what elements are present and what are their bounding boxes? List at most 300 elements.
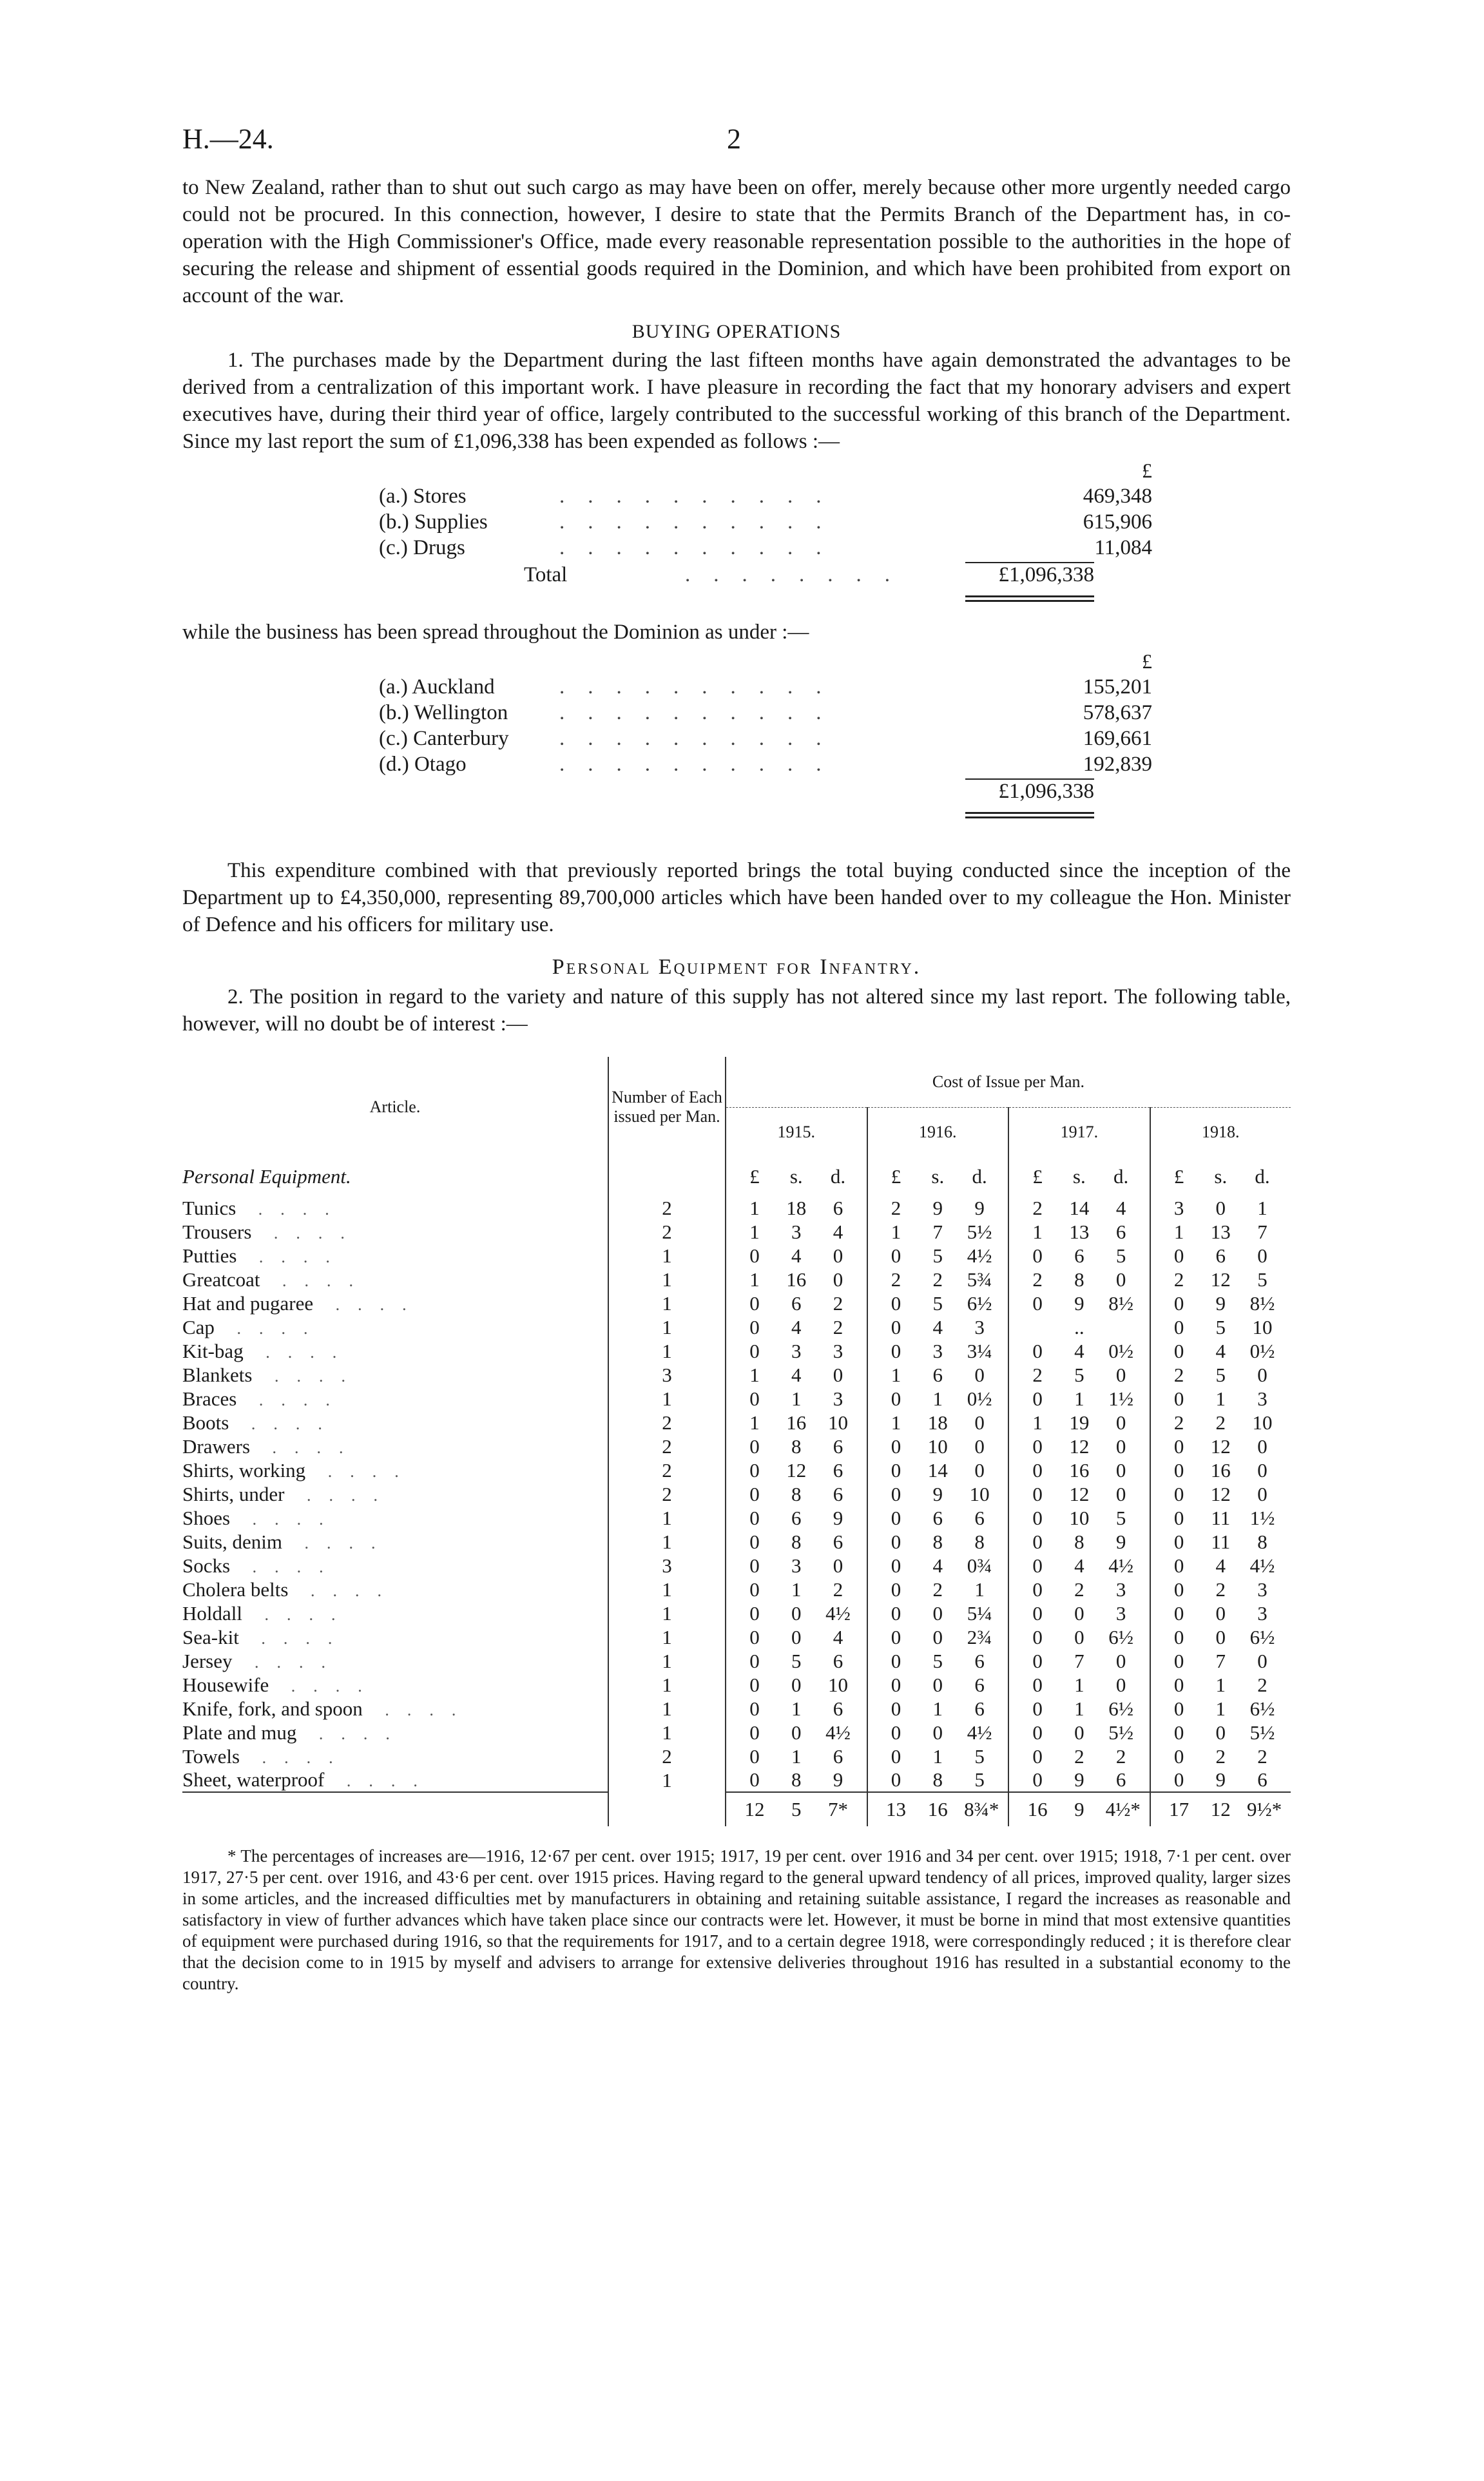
- table-row: Shoes .... 1 0 6 9 0 6 6 0 10 5 0 11 1½: [182, 1506, 1291, 1530]
- region-item-label: (b.) Wellington: [379, 701, 508, 724]
- issue-count: 2: [608, 1411, 726, 1434]
- cost-pence: 0: [1257, 1649, 1267, 1672]
- table-row: Putties .... 1 0 4 0 0 5 4½ 0 6 5 0 6 0: [182, 1244, 1291, 1268]
- cost-shillings: 8: [791, 1434, 802, 1458]
- issue-count: 2: [608, 1458, 726, 1482]
- cost-pounds: 0: [891, 1315, 901, 1338]
- cost-pounds: 0: [891, 1339, 901, 1362]
- cost-pence: [1106, 1316, 1137, 1339]
- issue-count: 1: [608, 1315, 726, 1339]
- cost-pence: 0: [1115, 1458, 1126, 1482]
- cost-shillings: 13: [1210, 1220, 1231, 1243]
- cost-pounds: 0: [891, 1649, 901, 1672]
- cost-shillings: 8: [932, 1530, 943, 1553]
- cost-pounds: 0: [1032, 1387, 1043, 1410]
- cost-pounds: 0: [891, 1768, 901, 1791]
- cost-pounds: 0: [749, 1244, 760, 1267]
- cost-shillings: 9: [1074, 1291, 1084, 1315]
- cost-shillings: 2: [1074, 1744, 1084, 1768]
- cost-shillings: 2: [932, 1578, 943, 1601]
- cost-pence: 6½: [967, 1291, 992, 1315]
- cost-pounds: [1022, 1316, 1053, 1339]
- section-row: [182, 1157, 1291, 1196]
- cost-pounds: 0: [891, 1530, 901, 1553]
- cost-pounds: 0: [1173, 1721, 1184, 1744]
- issue-count: 2: [608, 1196, 726, 1220]
- cost-pounds: 1: [749, 1220, 760, 1243]
- article-name: Shoes: [182, 1506, 231, 1529]
- column-cost-header: Cost of Issue per Man.: [726, 1057, 1291, 1107]
- cost-pounds: 0: [1173, 1578, 1184, 1601]
- cost-shillings: 7: [1215, 1649, 1226, 1672]
- cost-shillings: 11: [1211, 1506, 1231, 1529]
- expenditure-item-label: (b.) Supplies: [379, 510, 488, 534]
- cost-pounds: 1: [749, 1196, 760, 1219]
- cost-pence: 8: [1257, 1530, 1267, 1553]
- article-name: Socks: [182, 1554, 231, 1577]
- expenditure-list: [182, 459, 1291, 602]
- total-shillings-1915: 5: [791, 1798, 802, 1820]
- cost-pence: 0: [833, 1244, 843, 1267]
- cost-pence: 6: [974, 1506, 985, 1529]
- pence-unit: d.: [1113, 1165, 1129, 1188]
- cost-pounds: 0: [1173, 1339, 1184, 1362]
- issue-count: 2: [608, 1482, 726, 1506]
- article-name: Shirts, under: [182, 1482, 285, 1505]
- cost-pounds: 0: [749, 1482, 760, 1505]
- cost-pounds: 1: [749, 1268, 760, 1291]
- cost-pence: 0: [1115, 1649, 1126, 1672]
- cost-pounds: 0: [1173, 1601, 1184, 1625]
- cost-pence: 3: [833, 1387, 843, 1410]
- cost-shillings: 8: [791, 1768, 802, 1791]
- cost-pence: 3: [833, 1339, 843, 1362]
- cost-pence: 5½: [967, 1220, 992, 1243]
- cost-shillings: 7: [1074, 1649, 1084, 1672]
- cost-pounds: 0: [1173, 1458, 1184, 1482]
- cost-pounds: 0: [1032, 1458, 1043, 1482]
- cost-pounds: 0: [749, 1315, 760, 1338]
- total-pounds-1918: 17: [1169, 1798, 1190, 1820]
- issue-count: 1: [608, 1649, 726, 1673]
- currency-symbol: £: [1142, 459, 1152, 482]
- cost-pence: 6: [833, 1458, 843, 1482]
- region-item-amount: 192,839: [1083, 753, 1152, 776]
- cost-shillings: 1: [791, 1387, 802, 1410]
- table-row: Sheet, waterproof .... 1 0 8 9 0 8 5 0 9 6 0 9 6: [182, 1768, 1291, 1792]
- cost-pounds: 2: [1032, 1268, 1043, 1291]
- cost-shillings: 0: [1215, 1721, 1226, 1744]
- table-row: Jersey .... 1 0 5 6 0 5 6 0 7 0 0 7 0: [182, 1649, 1291, 1673]
- cost-pounds: 0: [1032, 1697, 1043, 1720]
- cost-pence: 0: [833, 1268, 843, 1291]
- cost-pence: 6½: [1249, 1697, 1275, 1720]
- cost-pence: 8: [974, 1530, 985, 1553]
- cost-pence: 0: [1257, 1434, 1267, 1458]
- double-rule: [965, 595, 1094, 602]
- cost-pounds: 1: [1032, 1220, 1043, 1243]
- article-name: Shirts, working: [182, 1458, 306, 1482]
- article-name: Cholera belts: [182, 1578, 289, 1601]
- cost-pence: 4: [1115, 1196, 1126, 1219]
- issue-count: 2: [608, 1220, 726, 1244]
- cost-pence: 0: [1257, 1244, 1267, 1267]
- cost-pounds: 0: [1173, 1530, 1184, 1553]
- cost-shillings: 9: [1215, 1291, 1226, 1315]
- cost-pounds: 0: [749, 1339, 760, 1362]
- cost-shillings: 12: [1210, 1434, 1231, 1458]
- cost-shillings: 16: [786, 1411, 807, 1434]
- cost-pence: 6: [1115, 1220, 1126, 1243]
- cost-shillings: 6: [1074, 1244, 1084, 1267]
- cost-shillings: 16: [786, 1268, 807, 1291]
- cost-pounds: 0: [1173, 1649, 1184, 1672]
- cost-shillings: 5: [791, 1649, 802, 1672]
- table-row: Trousers .... 2 1 3 4 1 7 5½ 1 13 6 1 13 7: [182, 1220, 1291, 1244]
- cost-shillings: 1: [791, 1578, 802, 1601]
- cost-pounds: 0: [1032, 1721, 1043, 1744]
- cost-shillings: 4: [932, 1554, 943, 1577]
- currency-header-row: [182, 650, 1291, 675]
- cost-pence: 0: [833, 1554, 843, 1577]
- cost-shillings: 2: [932, 1268, 943, 1291]
- cost-pence: 8½: [1108, 1291, 1133, 1315]
- issue-count: 1: [608, 1578, 726, 1601]
- table-row: Knife, fork, and spoon .... 1 0 1 6 0 1 6 0 1 6½ 0 1 6½: [182, 1697, 1291, 1721]
- cost-pence: 0: [1115, 1363, 1126, 1386]
- cost-shillings: 0: [932, 1721, 943, 1744]
- region-item-row: (b.) Wellington .......... 578,637: [182, 701, 1291, 727]
- table-row: Boots .... 2 1 16 10 1 18 0 1 19 0 2 2 10: [182, 1411, 1291, 1434]
- cost-shillings: 9: [1215, 1768, 1226, 1791]
- cost-shillings: 19: [1069, 1411, 1090, 1434]
- cost-shillings: 18: [786, 1196, 807, 1219]
- pound-unit: £: [1032, 1165, 1043, 1188]
- cost-pounds: 2: [1173, 1363, 1184, 1386]
- column-article-header: Article.: [369, 1097, 421, 1116]
- cost-pence: 10: [1252, 1411, 1273, 1434]
- total-row: Total ........ £1,096,338: [182, 563, 1291, 593]
- region-item-amount: 169,661: [1083, 727, 1152, 750]
- issue-count: 1: [608, 1530, 726, 1554]
- cost-shillings: 0: [1215, 1196, 1226, 1219]
- column-number-header: Number of Each issued per Man.: [608, 1057, 726, 1157]
- cost-shillings: 6: [932, 1506, 943, 1529]
- issue-count: 1: [608, 1673, 726, 1697]
- table-row: Sea-kit .... 1 0 0 4 0 0 2¾ 0 0 6½ 0 0 6½: [182, 1625, 1291, 1649]
- cost-pounds: 0: [749, 1697, 760, 1720]
- cost-pounds: 0: [1032, 1291, 1043, 1315]
- cost-shillings: 3: [791, 1220, 802, 1243]
- cost-pounds: 0: [1032, 1578, 1043, 1601]
- cost-pounds: 0: [891, 1601, 901, 1625]
- total-pence-1915: 7*: [828, 1798, 849, 1820]
- cost-pounds: 0: [749, 1458, 760, 1482]
- cost-pounds: 0: [891, 1482, 901, 1505]
- double-rule: [965, 812, 1094, 818]
- section-label: Personal Equipment.: [182, 1165, 351, 1188]
- cost-pounds: 0: [1173, 1315, 1184, 1338]
- cost-pence: 3¼: [967, 1339, 992, 1362]
- cost-pounds: 0: [1032, 1744, 1043, 1768]
- cost-shillings: 1: [1215, 1697, 1226, 1720]
- total-pence-1918: 9½*: [1247, 1798, 1282, 1820]
- cost-shillings: 1: [932, 1697, 943, 1720]
- cost-pence: 2: [1257, 1673, 1267, 1696]
- region-item-label: (c.) Canterbury: [379, 727, 509, 750]
- cost-pounds: 0: [749, 1625, 760, 1648]
- cost-pounds: 0: [1173, 1673, 1184, 1696]
- cost-pounds: 0: [749, 1506, 760, 1529]
- cost-shillings: 2: [1215, 1578, 1226, 1601]
- year-header-1917: 1917.: [1008, 1107, 1150, 1157]
- total-shillings-1918: 12: [1210, 1798, 1231, 1820]
- cost-pounds: 0: [1032, 1601, 1043, 1625]
- expenditure-item-row: (a.) Stores .......... 469,348: [182, 485, 1291, 510]
- total-pence-1916: 8¾*: [964, 1798, 999, 1820]
- cost-pounds: 0: [891, 1506, 901, 1529]
- cost-shillings: 1: [1074, 1387, 1084, 1410]
- cost-shillings: 8: [932, 1768, 943, 1791]
- total-shillings-1916: 16: [927, 1798, 948, 1820]
- total-shillings-1917: 9: [1074, 1798, 1084, 1820]
- article-name: Suits, denim: [182, 1530, 283, 1553]
- cost-pounds: 0: [749, 1744, 760, 1768]
- cost-pounds: 2: [1173, 1411, 1184, 1434]
- cost-pence: 6: [1115, 1768, 1126, 1791]
- table-row: Suits, denim .... 1 0 8 6 0 8 8 0 8 9 0 11 8: [182, 1530, 1291, 1554]
- cost-shillings: 4: [1215, 1554, 1226, 1577]
- table-row: Braces .... 1 0 1 3 0 1 0½ 0 1 1½ 0 1 3: [182, 1387, 1291, 1411]
- region-item-amount: 155,201: [1083, 675, 1152, 699]
- cost-pounds: 0: [1173, 1697, 1184, 1720]
- table-row: Drawers .... 2 0 8 6 0 10 0 0 12 0 0 12 0: [182, 1434, 1291, 1458]
- cost-pence: 4½: [825, 1601, 851, 1625]
- cost-pounds: 0: [1173, 1291, 1184, 1315]
- cost-pence: 4½: [1108, 1554, 1133, 1577]
- cost-shillings: 1: [1074, 1673, 1084, 1696]
- cost-pence: 6: [833, 1482, 843, 1505]
- cost-pence: 6: [833, 1697, 843, 1720]
- buying-paragraph-2: while the business has been spread throughout the Dominion as under :—: [182, 621, 809, 644]
- article-name: Putties: [182, 1244, 237, 1267]
- cost-shillings: 13: [1069, 1220, 1090, 1243]
- cost-pence: 5: [1257, 1268, 1267, 1291]
- cost-pence: 0: [833, 1363, 843, 1386]
- cost-pence: 0: [1115, 1411, 1126, 1434]
- cost-pence: 5½: [1249, 1721, 1275, 1744]
- cost-shillings: 4: [791, 1363, 802, 1386]
- cost-pounds: 0: [1032, 1506, 1043, 1529]
- cost-pounds: 0: [1032, 1244, 1043, 1267]
- cost-shillings: 5: [1215, 1315, 1226, 1338]
- cost-shillings: 0: [791, 1673, 802, 1696]
- cost-shillings: 0: [932, 1673, 943, 1696]
- pound-unit: £: [891, 1165, 901, 1188]
- currency-header-row: [182, 459, 1291, 485]
- cost-shillings: 3: [791, 1339, 802, 1362]
- cost-pence: 6: [833, 1530, 843, 1553]
- cost-shillings: 5: [932, 1649, 943, 1672]
- article-name: Knife, fork, and spoon: [182, 1697, 363, 1720]
- cost-shillings: 6: [932, 1363, 943, 1386]
- shilling-unit: s.: [1072, 1165, 1086, 1188]
- cost-pounds: 0: [891, 1244, 901, 1267]
- total-pounds-1916: 13: [886, 1798, 907, 1820]
- cost-pence: 10: [828, 1411, 849, 1434]
- cost-shillings: 0: [1074, 1625, 1084, 1648]
- cost-pence: 5: [1115, 1506, 1126, 1529]
- table-row: Towels .... 2 0 1 6 0 1 5 0 2 2 0 2 2: [182, 1744, 1291, 1768]
- cost-pence: 4½: [967, 1244, 992, 1267]
- cost-shillings: 1: [791, 1697, 802, 1720]
- cost-shillings: 0: [1215, 1625, 1226, 1648]
- cost-pence: 0: [1115, 1434, 1126, 1458]
- cost-pounds: 1: [1173, 1220, 1184, 1243]
- cost-pence: 5: [974, 1744, 985, 1768]
- table-row: Socks .... 3 0 3 0 0 4 0¾ 0 4 4½ 0 4 4½: [182, 1554, 1291, 1578]
- cost-pounds: 0: [891, 1744, 901, 1768]
- currency-symbol: £: [1142, 650, 1152, 673]
- cost-pence: 0: [974, 1434, 985, 1458]
- cost-pounds: 0: [1032, 1482, 1043, 1505]
- cost-pence: 3: [1257, 1387, 1267, 1410]
- cost-shillings: 1: [791, 1744, 802, 1768]
- cost-shillings: 8: [791, 1530, 802, 1553]
- cost-pounds: 0: [749, 1601, 760, 1625]
- cost-shillings: 9: [932, 1196, 943, 1219]
- region-item-row: (a.) Auckland .......... 155,201: [182, 675, 1291, 701]
- cost-pounds: 0: [1032, 1625, 1043, 1648]
- issue-count: 1: [608, 1387, 726, 1411]
- cost-pence: 5¾: [967, 1268, 992, 1291]
- cost-pounds: 0: [749, 1530, 760, 1553]
- cost-shillings: 12: [1210, 1268, 1231, 1291]
- cost-pounds: 0: [1173, 1506, 1184, 1529]
- cost-pounds: 0: [1032, 1339, 1043, 1362]
- cost-pounds: 1: [891, 1363, 901, 1386]
- article-name: Cap: [182, 1315, 215, 1338]
- cost-pounds: 0: [891, 1434, 901, 1458]
- table-row: Kit-bag .... 1 0 3 3 0 3 3¼ 0 4 0½ 0 4 0½: [182, 1339, 1291, 1363]
- cost-pounds: 0: [1173, 1625, 1184, 1648]
- cost-shillings: 0: [791, 1721, 802, 1744]
- regions-list: [182, 650, 1291, 818]
- article-name: Tunics: [182, 1196, 236, 1219]
- issue-count: 1: [608, 1601, 726, 1625]
- cost-pence: 0¾: [967, 1554, 992, 1577]
- table-row: Cap .... 1 0 4 2 0 4 3 .. 0 5 10: [182, 1315, 1291, 1339]
- intro-paragraph: to New Zealand, rather than to shut out such cargo as may have been on offer, merely because other more urgently needed cargo could not be procured. In this connection, however, I desire to state that the Permits Branch of the Department has, in co-operation with the High Commissioner's Office, made every reasonable representation possible to the authorities in the hope of securing the release and shipment of essential goods required in the Dominion, and which have been prohibited from export on account of the war.: [182, 176, 1291, 307]
- cost-pence: 2¾: [967, 1625, 992, 1648]
- cost-pence: 7: [1257, 1220, 1267, 1243]
- cost-pence: 5¼: [967, 1601, 992, 1625]
- cost-shillings: 12: [1210, 1482, 1231, 1505]
- cost-pence: 6: [1257, 1768, 1267, 1791]
- article-name: Drawers: [182, 1434, 251, 1458]
- table-row: Housewife .... 1 0 0 10 0 0 6 0 1 0 0 1 2: [182, 1673, 1291, 1697]
- cost-shillings: 11: [1211, 1530, 1231, 1553]
- cost-pounds: 2: [891, 1196, 901, 1219]
- regions-total-row: [182, 780, 1291, 809]
- cost-pence: 0: [1257, 1482, 1267, 1505]
- year-header-1918: 1918.: [1202, 1123, 1240, 1142]
- cost-pounds: 0: [891, 1291, 901, 1315]
- personal-equipment-heading: Personal Equipment for Infantry.: [552, 955, 921, 979]
- cost-pence: 1½: [1249, 1506, 1275, 1529]
- expenditure-item-amount: 469,348: [1083, 485, 1152, 508]
- cost-pence: 4: [833, 1625, 843, 1648]
- year-header-1915: 1915.: [726, 1107, 867, 1157]
- cost-shillings: 10: [1069, 1506, 1090, 1529]
- cost-pence: 0: [1115, 1482, 1126, 1505]
- cost-shillings: 6: [1215, 1244, 1226, 1267]
- cost-pounds: 0: [1173, 1744, 1184, 1768]
- regions-total-amount: £1,096,338: [998, 780, 1094, 803]
- table-row: Greatcoat .... 1 1 16 0 2 2 5¾ 2 8 0 2 12 5: [182, 1268, 1291, 1291]
- cost-shillings: 4: [791, 1315, 802, 1338]
- cost-pounds: 0: [749, 1649, 760, 1672]
- cost-shillings: 5: [932, 1291, 943, 1315]
- cost-shillings: 0: [791, 1601, 802, 1625]
- shilling-unit: s.: [931, 1165, 945, 1188]
- cost-shillings: 4: [1074, 1554, 1084, 1577]
- cost-shillings: 9: [1074, 1768, 1084, 1791]
- cost-pounds: 0: [891, 1554, 901, 1577]
- cost-pounds: 0: [1173, 1554, 1184, 1577]
- expenditure-item-amount: 11,084: [1094, 536, 1152, 559]
- cost-pence: 0: [1115, 1268, 1126, 1291]
- cost-pence: 10: [828, 1673, 849, 1696]
- cost-pounds: 1: [891, 1220, 901, 1243]
- expenditure-item-label: (a.) Stores: [379, 485, 467, 508]
- cost-pence: 4½: [1249, 1554, 1275, 1577]
- cost-shillings: 16: [1210, 1458, 1231, 1482]
- cost-shillings: 9: [932, 1482, 943, 1505]
- issue-count: 1: [608, 1768, 726, 1792]
- cost-pence: 9: [833, 1768, 843, 1791]
- cost-pence: 2: [1257, 1744, 1267, 1768]
- cost-pounds: 0: [891, 1578, 901, 1601]
- issue-count: 1: [608, 1697, 726, 1721]
- cost-shillings: ..: [1074, 1315, 1084, 1338]
- cost-pence: 6: [833, 1434, 843, 1458]
- cost-shillings: 10: [927, 1434, 948, 1458]
- pound-unit: £: [749, 1165, 760, 1188]
- article-name: Braces: [182, 1387, 237, 1410]
- table-row: Shirts, under .... 2 0 8 6 0 9 10 0 12 0 0 12 0: [182, 1482, 1291, 1506]
- cost-pence: 9: [974, 1196, 985, 1219]
- issue-count: 1: [608, 1721, 726, 1744]
- cost-pence: 2: [833, 1315, 843, 1338]
- region-item-row: (d.) Otago .......... 192,839: [182, 753, 1291, 778]
- document-page: [182, 122, 1291, 1994]
- table-row: Blankets .... 3 1 4 0 1 6 0 2 5 0 2 5 0: [182, 1363, 1291, 1387]
- cost-pounds: 0: [749, 1673, 760, 1696]
- cost-pence: 6: [974, 1673, 985, 1696]
- cost-pence: 6: [833, 1196, 843, 1219]
- article-name: Holdall: [182, 1601, 242, 1625]
- cost-pounds: 1: [891, 1411, 901, 1434]
- cost-pence: 3: [974, 1315, 985, 1338]
- table-row: Hat and pugaree .... 1 0 6 2 0 5 6½ 0 9 8½ 0 9 8½: [182, 1291, 1291, 1315]
- cost-pence: 3: [1257, 1601, 1267, 1625]
- article-name: Trousers: [182, 1220, 252, 1243]
- total-pounds-1917: 16: [1027, 1798, 1048, 1820]
- cost-shillings: 12: [1069, 1434, 1090, 1458]
- cost-shillings: 6: [791, 1506, 802, 1529]
- cost-pounds: 2: [1032, 1196, 1043, 1219]
